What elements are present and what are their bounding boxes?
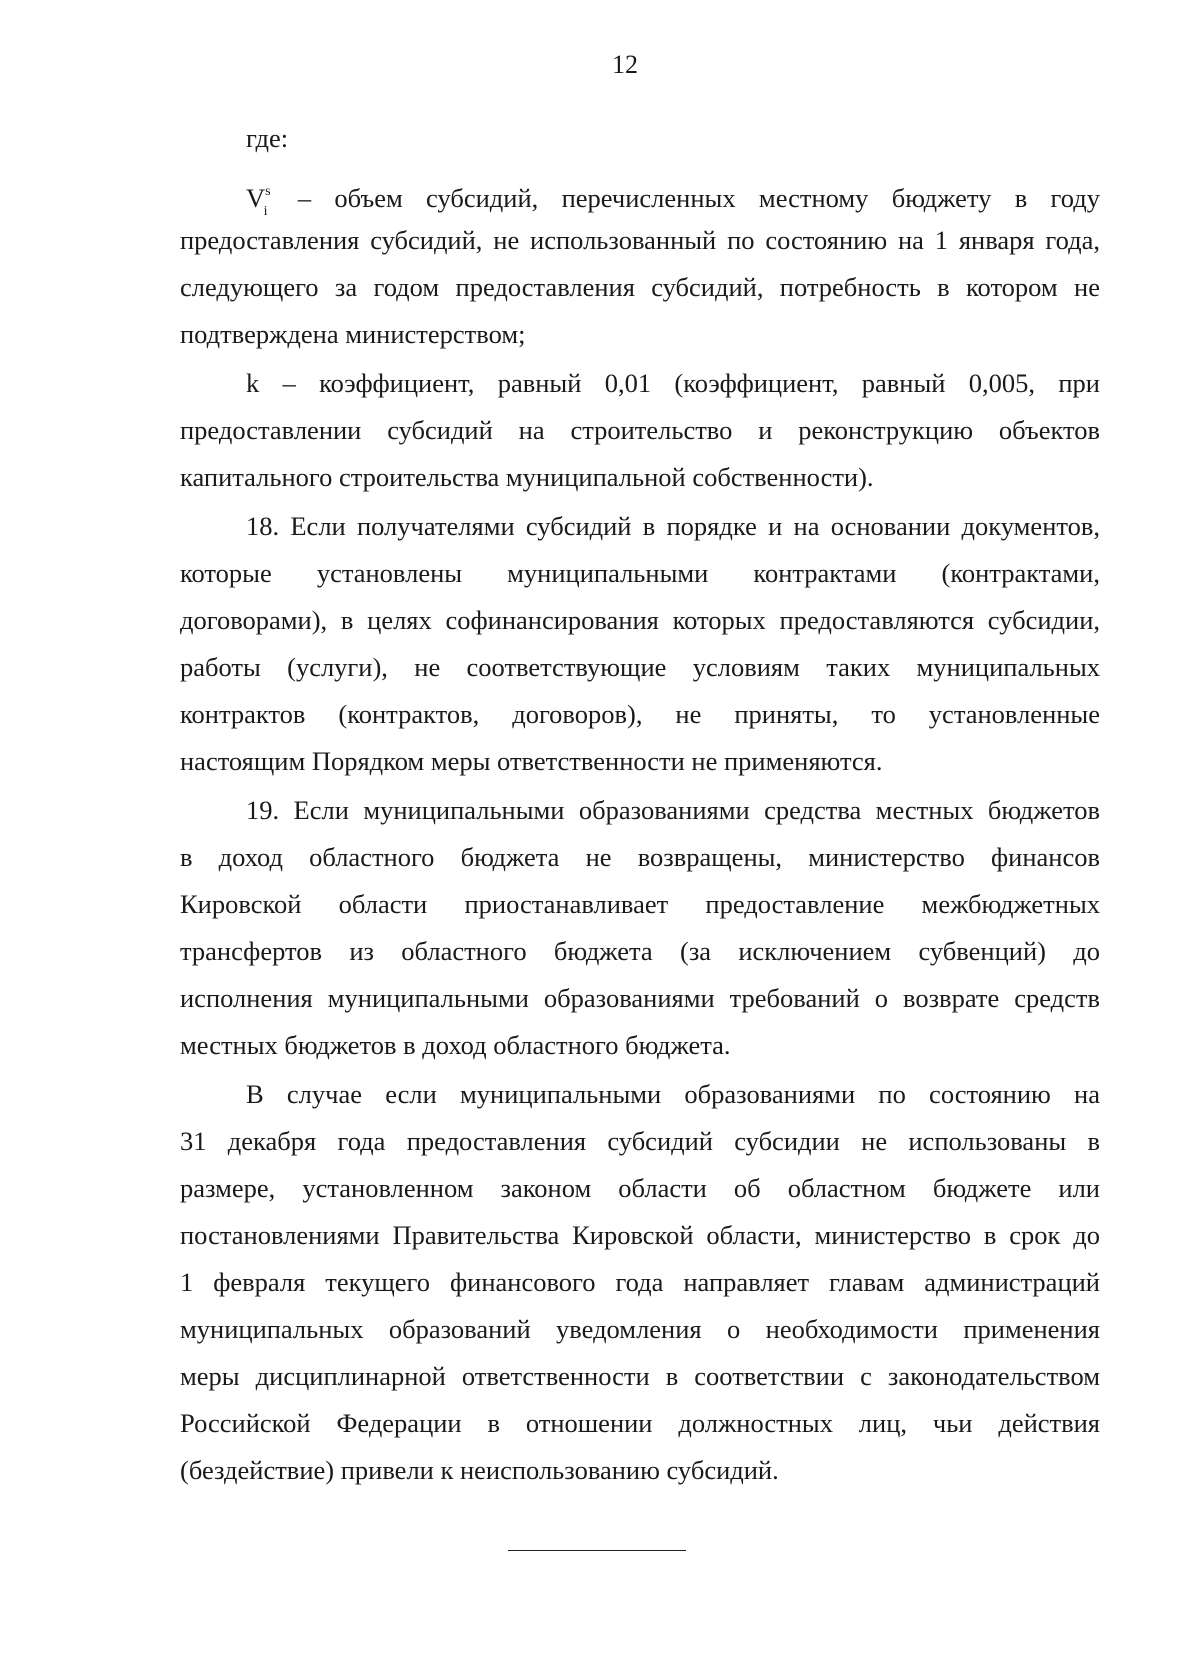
text-line: $V^s_i$ – объем субсидий, перечисленных местному бюджету в году [246, 182, 1100, 220]
text-line: муниципальных образований уведомления о необходимости применения [180, 1314, 1100, 1344]
text-line: контрактов (контрактов, договоров), не приняты, то установленные [180, 699, 1100, 729]
text-line: предоставления субсидий, не использованный по состоянию на 1 января года, [180, 225, 1100, 255]
text-line: которые установлены муниципальными контрактами (контрактами, [180, 558, 1100, 588]
end-rule [508, 1550, 686, 1551]
text-line: где: [246, 123, 289, 153]
text-line: 19. Если муниципальными образованиями средства местных бюджетов [246, 795, 1100, 825]
text-line: настоящим Порядком меры ответственности не применяются. [180, 746, 883, 776]
text-line: Кировской области приостанавливает предоставление межбюджетных [180, 889, 1100, 919]
text-line: 31 декабря года предоставления субсидий субсидии не использованы в [180, 1126, 1100, 1156]
text-line: (бездействие) привели к неиспользованию субсидий. [180, 1455, 779, 1485]
text-line: работы (услуги), не соответствующие условиям таких муниципальных [180, 652, 1100, 682]
page-number: 12 [612, 50, 638, 79]
text-line: местных бюджетов в доход областного бюджета. [180, 1030, 731, 1060]
text-line: предоставлении субсидий на строительство и реконструкцию объектов [180, 415, 1100, 445]
text-line: Российской Федерации в отношении должностных лиц, чьи действия [180, 1408, 1100, 1438]
text-line: k – коэффициент, равный 0,01 (коэффициент, равный 0,005, при [246, 368, 1100, 398]
text-line: В случае если муниципальными образованиями по состоянию на [246, 1079, 1100, 1109]
text-line: 18. Если получателями субсидий в порядке и на основании документов, [246, 511, 1100, 541]
text-line: меры дисциплинарной ответственности в соответствии с законодательством [180, 1361, 1100, 1391]
text-line: трансфертов из областного бюджета (за исключением субвенций) до [180, 936, 1100, 966]
text-line: 1 февраля текущего финансового года направляет главам администраций [180, 1267, 1100, 1297]
variable-symbol: $V^s_i$ [246, 182, 271, 220]
text-line: размере, установленном законом области об областном бюджете или [180, 1173, 1100, 1203]
text-line: договорами), в целях софинансирования которых предоставляются субсидии, [180, 605, 1100, 635]
text-line: исполнения муниципальными образованиями требований о возврате средств [180, 983, 1100, 1013]
text-line: следующего за годом предоставления субсидий, потребность в котором не [180, 272, 1100, 302]
text-line: в доход областного бюджета не возвращены, министерство финансов [180, 842, 1100, 872]
document-body [180, 115, 1100, 1494]
text-line: подтверждена министерством; [180, 319, 526, 349]
text-line: капитального строительства муниципальной собственности). [180, 462, 874, 492]
text-line: постановлениями Правительства Кировской области, министерство в срок до [180, 1220, 1100, 1250]
